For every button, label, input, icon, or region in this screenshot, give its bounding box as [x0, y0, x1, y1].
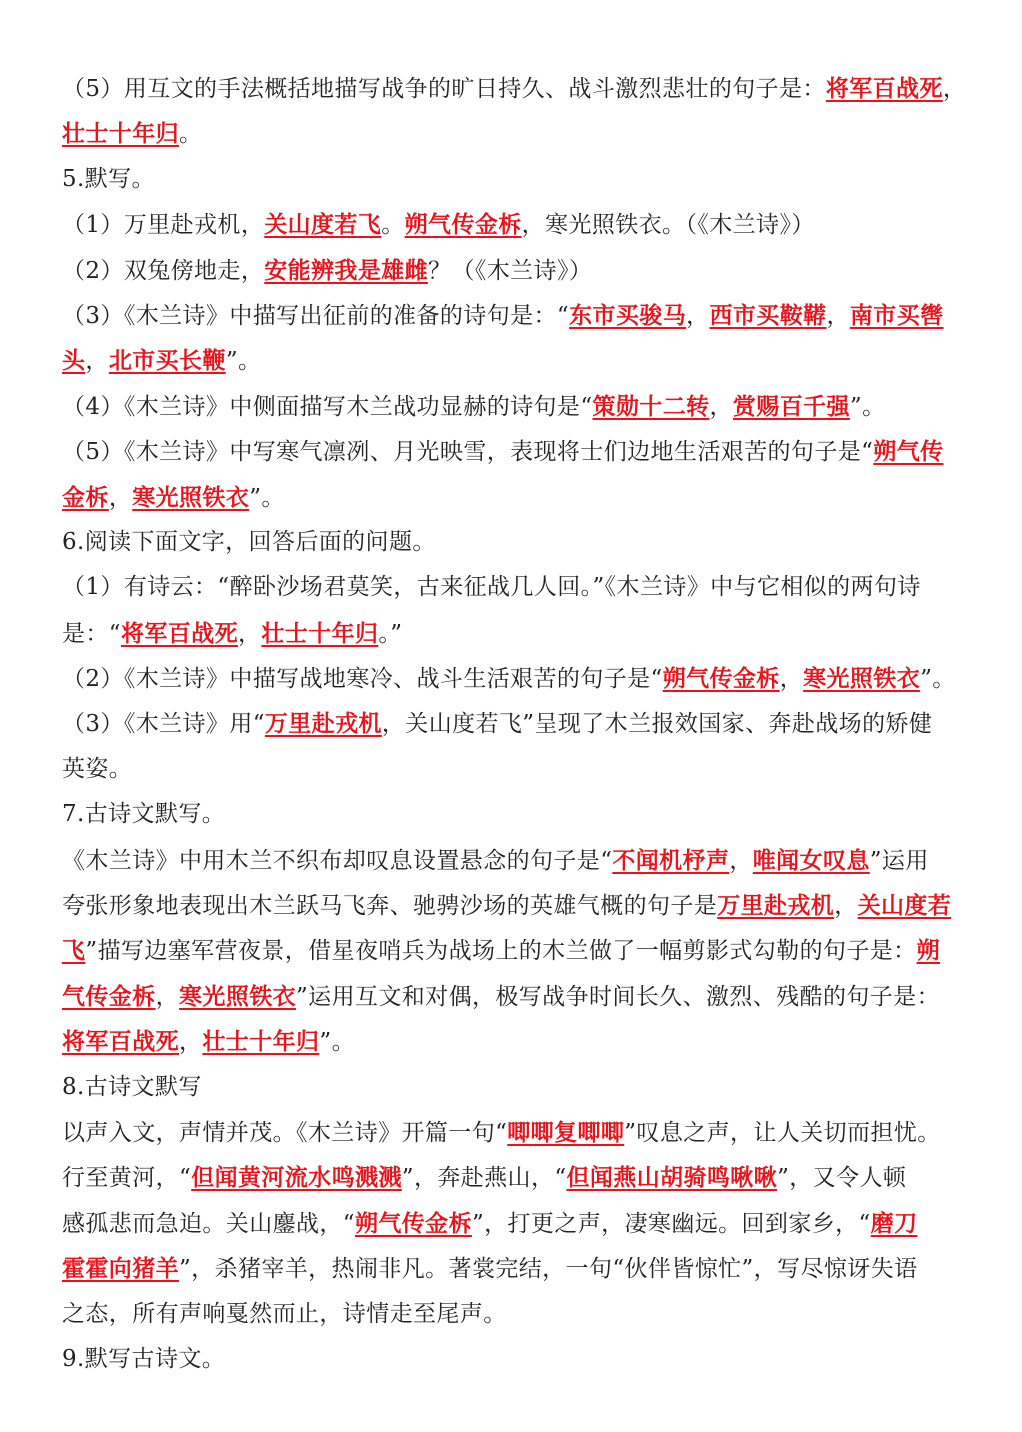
- body-text: 。”: [378, 620, 403, 647]
- answer-text: 朔气传金柝: [662, 665, 780, 693]
- answer-text: 朔气传: [873, 438, 944, 466]
- body-text: ，: [942, 76, 967, 102]
- text-line: [62, 66, 977, 111]
- body-text: 。: [381, 212, 405, 239]
- body-text: （4）《木兰诗》中侧面描写木兰战功显赫的诗句是“: [62, 393, 593, 420]
- body-text: ，寒光照铁衣。（《木兰诗》）: [521, 212, 815, 239]
- body-text: ，: [237, 620, 262, 647]
- text-line: [62, 611, 977, 656]
- body-text: ”。: [225, 348, 262, 375]
- answer-text: 北市买长鞭: [108, 347, 226, 375]
- answer-text: 朔气传金柝: [404, 211, 522, 239]
- body-text: ”。: [249, 484, 285, 511]
- text-line: [62, 838, 977, 883]
- body-text: ，: [834, 893, 858, 920]
- text-line: [62, 248, 977, 293]
- body-text: ，: [826, 302, 850, 329]
- answer-text: 关山度若飞: [264, 211, 382, 239]
- text-line: [62, 928, 977, 973]
- text-line: [62, 293, 977, 338]
- text-line: [62, 1110, 977, 1155]
- answer-text: 飞: [62, 937, 86, 965]
- body-text: ，: [686, 302, 710, 329]
- answer-text: 万里赴戎机: [264, 710, 382, 738]
- body-text: 6.阅读下面文字，回答后面的问题。: [62, 528, 436, 555]
- text-line: [62, 1019, 977, 1064]
- answer-text: 但闻黄河流水鸣溅溅: [191, 1164, 402, 1192]
- body-text: ，: [779, 666, 804, 693]
- body-text: ”运用: [869, 847, 929, 874]
- answer-text: 霍霍向猪羊: [62, 1255, 179, 1283]
- answer-text: 磨刀: [870, 1209, 918, 1237]
- text-line: [62, 111, 977, 156]
- answer-text: 安能辨我是雄雌: [264, 256, 429, 284]
- answer-text: 将军百战死: [825, 75, 943, 102]
- answer-text: 金柝: [62, 483, 109, 511]
- text-line: [62, 565, 977, 610]
- answer-text: 壮士十年归: [261, 619, 379, 647]
- body-text: 以声入文，声情并茂。《木兰诗》开篇一句“: [62, 1119, 508, 1146]
- answer-text: 赏赐百千强: [732, 392, 850, 420]
- body-text: ”叹息之声，让人关切而担忧。: [624, 1119, 941, 1146]
- body-text: 感孤悲而急迫。关山鏖战，“: [62, 1210, 355, 1237]
- text-line: [62, 656, 977, 701]
- answer-text: 唧唧复唧唧: [507, 1118, 625, 1146]
- text-line: [62, 1292, 977, 1337]
- body-text: 9.默写古诗文。: [62, 1345, 226, 1372]
- body-text: ，: [155, 983, 180, 1010]
- body-text: 7.古诗文默写。: [62, 801, 226, 828]
- text-line: [62, 475, 977, 520]
- body-text: ”。: [920, 666, 956, 693]
- answer-text: 东市买骏马: [569, 301, 687, 329]
- text-line: [62, 974, 977, 1019]
- answer-text: 寒光照铁衣: [803, 665, 921, 693]
- text-line: [62, 792, 977, 837]
- body-text: ”运用互文和对偶，极写战争时间长久、激烈、残酷的句子是：: [296, 983, 940, 1010]
- body-text: ”描写边塞军营夜景，借星夜哨兵为战场上的木兰做了一幅剪影式勾勒的句子是：: [85, 938, 917, 965]
- text-line: [62, 883, 977, 928]
- body-text: （5）用互文的手法概括地描写战争的旷日持久、战斗激烈悲壮的句子是：: [62, 76, 826, 102]
- body-text: 之态，所有声响戛然而止，诗情走至尾声。: [62, 1300, 507, 1327]
- document-page: [62, 66, 977, 1382]
- text-line: [62, 747, 977, 792]
- body-text: 5.默写。: [62, 165, 155, 192]
- answer-text: 但闻燕山胡骑鸣啾啾: [566, 1164, 778, 1192]
- answer-text: 寒光照铁衣: [179, 982, 297, 1010]
- answer-text: 将军百战死: [120, 619, 238, 647]
- answer-text: 朔: [916, 937, 940, 965]
- body-text: （5）《木兰诗》中写寒气凛冽、月光映雪，表现将士们边地生活艰苦的句子是“: [62, 439, 874, 466]
- body-text: ，: [108, 484, 133, 511]
- body-text: ，: [85, 348, 109, 375]
- body-text: （3）《木兰诗》用“: [62, 711, 265, 738]
- body-text: （2）双兔傍地走，: [62, 257, 265, 284]
- body-text: ”，杀猪宰羊，热闹非凡。著裳完结，一句“伙伴皆惊忙”，写尽惊讶失语: [179, 1256, 918, 1283]
- answer-text: 万里赴戎机: [717, 892, 835, 920]
- body-text: 夸张形象地表现出木兰跃马飞奔、驰骋沙场的英雄气概的句子是: [62, 893, 718, 920]
- body-text: ？（《木兰诗》）: [428, 257, 593, 284]
- body-text: ”，又令人顿: [777, 1165, 907, 1192]
- text-line: [62, 1065, 977, 1110]
- answer-text: 寒光照铁衣: [132, 483, 250, 511]
- answer-text: 唯闻女叹息: [752, 846, 870, 874]
- body-text: 是：“: [62, 620, 121, 647]
- body-text: 。: [179, 121, 203, 148]
- answer-text: 朔气传金柝: [354, 1209, 472, 1237]
- text-line: [62, 1246, 977, 1291]
- answer-text: 关山度若: [857, 892, 952, 920]
- answer-text: 气传金柝: [62, 982, 156, 1010]
- body-text: ，: [729, 847, 753, 874]
- answer-text: 头: [62, 347, 86, 375]
- answer-text: 策勋十二转: [592, 392, 710, 420]
- text-line: [62, 338, 977, 383]
- answer-text: 壮士十年归: [202, 1028, 320, 1056]
- body-text: ，关山度若飞”呈现了木兰报效国家、奔赴战场的矫健: [381, 711, 933, 738]
- body-text: ”。: [319, 1029, 355, 1056]
- answer-text: 南市买辔: [849, 301, 944, 329]
- body-text: ，: [709, 393, 733, 420]
- body-text: ”。: [849, 393, 886, 420]
- body-text: （2）《木兰诗》中描写战地寒冷、战斗生活艰苦的句子是“: [62, 666, 663, 693]
- text-line: [62, 1337, 977, 1382]
- body-text: （1）有诗云：“醉卧沙场君莫笑，古来征战几人回。”《木兰诗》中与它相似的两句诗: [62, 574, 921, 601]
- text-line: [62, 157, 977, 202]
- text-line: [62, 1201, 977, 1246]
- text-line: [62, 202, 977, 247]
- body-text: 《木兰诗》中用木兰不织布却叹息设置悬念的句子是“: [62, 847, 613, 874]
- text-line: [62, 384, 977, 429]
- text-line: [62, 520, 977, 565]
- answer-text: 不闻机杼声: [612, 846, 730, 874]
- body-text: （3）《木兰诗》中描写出征前的准备的诗句是：“: [62, 302, 570, 329]
- answer-text: 壮士十年归: [62, 120, 179, 148]
- text-line: [62, 429, 977, 474]
- body-text: ，: [179, 1029, 203, 1056]
- text-line: [62, 1155, 977, 1200]
- body-text: 英姿。: [62, 755, 133, 782]
- body-text: 行至黄河，“: [62, 1165, 192, 1192]
- body-text: ”，奔赴燕山，“: [401, 1165, 567, 1192]
- body-text: ”，打更之声，凄寒幽远。回到家乡，“: [471, 1210, 871, 1237]
- text-line: [62, 701, 977, 746]
- body-text: （1）万里赴戎机，: [62, 212, 265, 239]
- answer-text: 将军百战死: [62, 1028, 179, 1056]
- body-text: 8.古诗文默写: [62, 1073, 202, 1100]
- answer-text: 西市买鞍鞯: [709, 301, 827, 329]
